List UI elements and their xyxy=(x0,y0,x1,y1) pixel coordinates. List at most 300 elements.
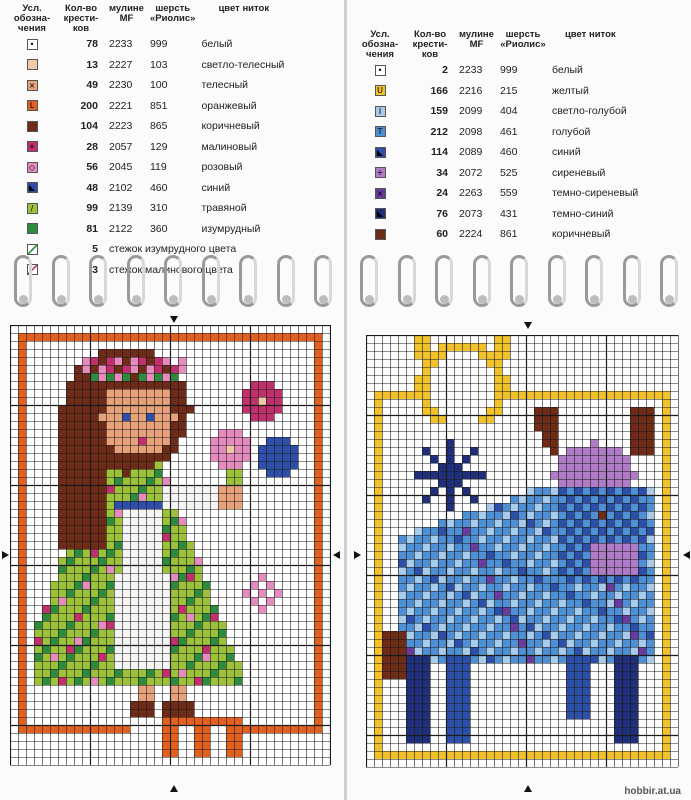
stitch-cell xyxy=(526,511,534,519)
stitch-cell xyxy=(446,455,454,463)
stitch-cell xyxy=(178,581,186,589)
stitch-cell xyxy=(258,453,266,461)
stitch-cell xyxy=(314,421,322,429)
stitch-cell xyxy=(122,437,130,445)
stitch-cell xyxy=(66,565,74,573)
binding-hole xyxy=(628,295,637,304)
stitch-cell xyxy=(98,429,106,437)
stitch-cell xyxy=(374,695,382,703)
stitch-cell xyxy=(630,559,638,567)
stitch-cell xyxy=(122,669,130,677)
wool-number: 851 xyxy=(149,99,168,112)
stitch-cell xyxy=(218,445,226,453)
stitch-cell xyxy=(106,533,114,541)
stitch-cell xyxy=(582,551,590,559)
stitch-cell xyxy=(226,469,234,477)
stitch-cell xyxy=(82,541,90,549)
stitch-cell xyxy=(170,413,178,421)
stitch-cell xyxy=(430,415,438,423)
stitch-cell xyxy=(98,389,106,397)
stitch-cell xyxy=(582,503,590,511)
stitch-cell xyxy=(622,679,630,687)
stitch-cell xyxy=(154,413,162,421)
stitch-cell xyxy=(494,575,502,583)
stitch-cell xyxy=(162,357,170,365)
mouline-number: 2073 xyxy=(459,207,483,220)
stitch-cell xyxy=(446,655,454,663)
stitch-cell xyxy=(154,645,162,653)
stitch-cell xyxy=(438,615,446,623)
stitch-cell xyxy=(210,645,218,653)
stitch-cell xyxy=(486,551,494,559)
color-name: темно-синий xyxy=(551,207,614,220)
stitch-cell xyxy=(226,677,234,685)
stitch-cell xyxy=(430,615,438,623)
stitch-cell xyxy=(178,701,186,709)
color-swatch xyxy=(356,142,404,163)
color-name: синий xyxy=(201,181,231,194)
color-swatch xyxy=(8,116,56,137)
stitch-cell xyxy=(130,445,138,453)
stitch-cell xyxy=(526,575,534,583)
stitch-cell xyxy=(18,581,26,589)
stitch-cell xyxy=(518,751,526,759)
stitch-cell xyxy=(90,725,98,733)
wool-number: 861 xyxy=(499,228,518,241)
backstitch-description: стежок малинового цвета xyxy=(109,263,233,276)
stitch-cell xyxy=(454,679,462,687)
center-marker-left-left xyxy=(2,551,9,559)
color-swatch xyxy=(356,163,404,184)
stitch-cell xyxy=(630,471,638,479)
stitch-cell xyxy=(90,669,98,677)
stitch-cell xyxy=(542,615,550,623)
stitch-cell xyxy=(598,567,606,575)
stitch-cell xyxy=(58,653,66,661)
stitch-cell xyxy=(430,455,438,463)
stitch-cell xyxy=(558,647,566,655)
stitch-cell xyxy=(622,487,630,495)
stitch-cell xyxy=(574,655,582,663)
stitch-cell xyxy=(90,469,98,477)
stitch-cell xyxy=(50,613,58,621)
stitch-cell xyxy=(526,591,534,599)
stitch-cell xyxy=(422,647,430,655)
stitch-cell xyxy=(98,381,106,389)
stitch-cell xyxy=(18,509,26,517)
stitch-cell xyxy=(106,429,114,437)
stitch-cell xyxy=(66,485,74,493)
stitch-cell xyxy=(374,511,382,519)
stitch-cell xyxy=(566,455,574,463)
stitch-cell xyxy=(510,751,518,759)
swatch-icon: L xyxy=(27,100,38,111)
stitch-cell xyxy=(98,453,106,461)
stitch-cell xyxy=(106,517,114,525)
stitch-cell xyxy=(582,655,590,663)
stitch-cell xyxy=(454,735,462,743)
stitch-cell xyxy=(470,751,478,759)
stitch-cell xyxy=(638,503,646,511)
stitch-cell xyxy=(494,383,502,391)
stitch-cell xyxy=(574,631,582,639)
stitch-cell xyxy=(58,509,66,517)
stitch-cell xyxy=(510,599,518,607)
stitch-cell xyxy=(130,581,138,589)
stitch-cell xyxy=(74,421,82,429)
color-name: белый xyxy=(551,64,583,77)
stitch-cell xyxy=(130,661,138,669)
stitch-cell xyxy=(558,591,566,599)
stitch-cell xyxy=(138,397,146,405)
stitch-cell xyxy=(210,621,218,629)
stitch-cell xyxy=(34,645,42,653)
stitch-cell xyxy=(542,623,550,631)
stitch-cell xyxy=(566,575,574,583)
swatch-icon: / xyxy=(27,203,38,214)
color-name: голубой xyxy=(551,125,591,138)
stitch-cell xyxy=(662,527,670,535)
stitch-cell xyxy=(178,677,186,685)
stitch-cell xyxy=(98,517,106,525)
stitch-cell xyxy=(542,647,550,655)
stitch-cell xyxy=(74,653,82,661)
stitch-cell xyxy=(178,661,186,669)
stitch-cell xyxy=(242,445,250,453)
stitch-cell xyxy=(154,677,162,685)
stitch-cell xyxy=(502,631,510,639)
stitch-cell xyxy=(170,397,178,405)
stitch-cell xyxy=(414,655,422,663)
stitch-cell xyxy=(122,725,130,733)
header-wool: шерсть «Риолис» xyxy=(500,29,546,50)
stitch-count: 28 xyxy=(86,140,98,153)
stitch-count: 5 xyxy=(92,243,98,256)
stitch-cell xyxy=(170,701,178,709)
stitch-cell xyxy=(106,677,114,685)
stitch-cell xyxy=(374,407,382,415)
color-swatch xyxy=(8,178,56,199)
stitch-cell xyxy=(50,669,58,677)
stitch-cell xyxy=(486,415,494,423)
stitch-cell xyxy=(226,725,234,733)
stitch-cell xyxy=(662,663,670,671)
stitch-cell xyxy=(98,621,106,629)
stitch-cell xyxy=(550,511,558,519)
wool-number: 461 xyxy=(499,125,518,138)
stitch-cell xyxy=(114,501,122,509)
stitch-cell xyxy=(146,437,154,445)
backstitch-description: стежок изумрудного цвета xyxy=(109,243,237,256)
stitch-cell xyxy=(494,351,502,359)
stitch-cell xyxy=(646,583,654,591)
stitch-cell xyxy=(114,373,122,381)
stitch-cell xyxy=(98,565,106,573)
stitch-cell xyxy=(106,725,114,733)
stitch-cell xyxy=(590,543,598,551)
stitch-cell xyxy=(422,527,430,535)
stitch-cell xyxy=(638,391,646,399)
stitch-cell xyxy=(486,527,494,535)
stitch-cell xyxy=(622,567,630,575)
stitch-cell xyxy=(662,727,670,735)
stitch-cell xyxy=(114,381,122,389)
stitch-cell xyxy=(178,685,186,693)
stitch-cell xyxy=(534,583,542,591)
stitch-cell xyxy=(422,687,430,695)
stitch-cell xyxy=(98,637,106,645)
stitch-cell xyxy=(486,575,494,583)
stitch-cell xyxy=(130,669,138,677)
stitch-cell xyxy=(218,621,226,629)
stitch-cell xyxy=(510,607,518,615)
stitch-cell xyxy=(122,541,130,549)
stitch-cell xyxy=(502,391,510,399)
stitch-cell xyxy=(314,549,322,557)
stitch-cell xyxy=(406,583,414,591)
stitch-cell xyxy=(462,639,470,647)
stitch-cell xyxy=(98,533,106,541)
stitch-cell xyxy=(438,551,446,559)
binding-hole xyxy=(478,295,487,304)
stitch-cell xyxy=(398,591,406,599)
stitch-cell xyxy=(162,733,170,741)
stitch-cell xyxy=(614,607,622,615)
stitch-cell xyxy=(314,405,322,413)
stitch-cell xyxy=(630,615,638,623)
stitch-cell xyxy=(470,639,478,647)
stitch-cell xyxy=(82,677,90,685)
swatch-icon: × xyxy=(27,80,38,91)
stitch-cell xyxy=(130,589,138,597)
stitch-cell xyxy=(186,613,194,621)
stitch-cell xyxy=(494,391,502,399)
stitch-cell xyxy=(486,591,494,599)
stitch-cell xyxy=(218,637,226,645)
stitch-cell xyxy=(250,597,258,605)
stitch-cell xyxy=(274,333,282,341)
stitch-cell xyxy=(18,661,26,669)
stitch-cell xyxy=(646,607,654,615)
wool-number: 460 xyxy=(149,181,168,194)
stitch-cell xyxy=(598,647,606,655)
stitch-cell xyxy=(374,607,382,615)
stitch-cell xyxy=(106,525,114,533)
stitch-cell xyxy=(606,567,614,575)
binding-hole xyxy=(365,295,374,304)
header-color-name: цвет ниток xyxy=(564,29,616,40)
stitch-cell xyxy=(274,461,282,469)
stitch-cell xyxy=(130,429,138,437)
stitch-cell xyxy=(478,535,486,543)
stitch-cell xyxy=(154,389,162,397)
stitch-cell xyxy=(130,565,138,573)
stitch-cell xyxy=(454,471,462,479)
stitch-cell xyxy=(614,543,622,551)
stitch-cell xyxy=(178,573,186,581)
stitch-cell xyxy=(314,589,322,597)
stitch-cell xyxy=(138,661,146,669)
stitch-cell xyxy=(622,575,630,583)
stitch-cell xyxy=(266,405,274,413)
stitch-cell xyxy=(630,679,638,687)
stitch-cell xyxy=(162,421,170,429)
stitch-cell xyxy=(114,573,122,581)
stitch-cell xyxy=(178,525,186,533)
stitch-cell xyxy=(154,525,162,533)
stitch-cell xyxy=(274,437,282,445)
stitch-cell xyxy=(614,727,622,735)
stitch-cell xyxy=(398,671,406,679)
stitch-cell xyxy=(662,623,670,631)
stitch-cell xyxy=(114,405,122,413)
stitch-cell xyxy=(374,679,382,687)
stitch-cell xyxy=(446,463,454,471)
stitch-cell xyxy=(66,629,74,637)
stitch-cell xyxy=(406,631,414,639)
stitch-cell xyxy=(590,487,598,495)
stitch-cell xyxy=(170,405,178,413)
stitch-cell xyxy=(374,495,382,503)
stitch-cell xyxy=(446,439,454,447)
stitch-cell xyxy=(470,567,478,575)
stitch-cell xyxy=(654,391,662,399)
stitch-cell xyxy=(606,543,614,551)
stitch-cell xyxy=(646,407,654,415)
stitch-cell xyxy=(82,581,90,589)
stitch-cell xyxy=(382,631,390,639)
stitch-cell xyxy=(550,391,558,399)
stitch-cell xyxy=(630,727,638,735)
stitch-cell xyxy=(186,485,194,493)
stitch-cell xyxy=(162,405,170,413)
stitch-cell xyxy=(598,655,606,663)
stitch-cell xyxy=(374,599,382,607)
stitch-cell xyxy=(66,645,74,653)
stitch-cell xyxy=(534,567,542,575)
color-name: светло-телесный xyxy=(201,58,285,71)
stitch-cell xyxy=(590,495,598,503)
stitch-cell xyxy=(582,591,590,599)
stitch-cell xyxy=(226,453,234,461)
stitch-cell xyxy=(606,615,614,623)
stitch-cell xyxy=(518,607,526,615)
stitch-cell xyxy=(558,503,566,511)
stitch-cell xyxy=(558,551,566,559)
backstitch-icon xyxy=(27,244,38,255)
stitch-cell xyxy=(74,581,82,589)
stitch-cell xyxy=(502,383,510,391)
stitch-cell xyxy=(430,655,438,663)
stitch-cell xyxy=(646,391,654,399)
stitch-cell xyxy=(374,615,382,623)
stitch-cell xyxy=(494,647,502,655)
stitch-cell xyxy=(534,607,542,615)
stitch-cell xyxy=(534,639,542,647)
stitch-cell xyxy=(106,509,114,517)
stitch-cell xyxy=(478,511,486,519)
stitch-cell xyxy=(74,629,82,637)
stitch-cell xyxy=(250,725,258,733)
stitch-cell xyxy=(598,487,606,495)
stitch-cell xyxy=(374,455,382,463)
header-mouline: мулине MF xyxy=(459,29,494,50)
stitch-cell xyxy=(462,583,470,591)
stitch-cell xyxy=(50,629,58,637)
stitch-cell xyxy=(542,503,550,511)
stitch-cell xyxy=(518,575,526,583)
stitch-cell xyxy=(502,519,510,527)
wool-number: 215 xyxy=(499,84,518,97)
stitch-cell xyxy=(662,407,670,415)
stitch-cell xyxy=(542,495,550,503)
stitch-cell xyxy=(146,701,154,709)
stitch-cell xyxy=(98,421,106,429)
stitch-cell xyxy=(146,389,154,397)
stitch-cell xyxy=(630,543,638,551)
color-swatch xyxy=(356,60,404,81)
color-swatch xyxy=(8,137,56,158)
stitch-cell xyxy=(462,727,470,735)
stitch-cell xyxy=(526,503,534,511)
stitch-cell xyxy=(74,445,82,453)
stitch-cell xyxy=(574,679,582,687)
stitch-cell xyxy=(590,591,598,599)
stitch-cell xyxy=(82,485,90,493)
stitch-cell xyxy=(170,509,178,517)
stitch-cell xyxy=(646,431,654,439)
stitch-cell xyxy=(374,687,382,695)
stitch-cell xyxy=(630,503,638,511)
stitch-cell xyxy=(98,653,106,661)
stitch-cell xyxy=(178,429,186,437)
stitch-cell xyxy=(146,349,154,357)
stitch-count: 81 xyxy=(86,222,98,235)
stitch-cell xyxy=(622,727,630,735)
stitch-cell xyxy=(638,415,646,423)
stitch-cell xyxy=(478,351,486,359)
stitch-cell xyxy=(186,717,194,725)
stitch-cell xyxy=(34,629,42,637)
stitch-cell xyxy=(582,639,590,647)
stitch-cell xyxy=(582,511,590,519)
stitch-cell xyxy=(566,695,574,703)
stitch-cell xyxy=(138,429,146,437)
stitch-cell xyxy=(314,701,322,709)
stitch-cell xyxy=(170,685,178,693)
stitch-cell xyxy=(314,437,322,445)
stitch-cell xyxy=(106,597,114,605)
stitch-cell xyxy=(314,541,322,549)
stitch-cell xyxy=(614,559,622,567)
stitch-cell xyxy=(454,591,462,599)
stitch-cell xyxy=(454,463,462,471)
stitch-cell xyxy=(438,575,446,583)
stitch-cell xyxy=(582,623,590,631)
stitch-cell xyxy=(550,615,558,623)
stitch-cell xyxy=(170,421,178,429)
swatch-icon: • xyxy=(375,65,386,76)
stitch-cell xyxy=(226,645,234,653)
stitch-cell xyxy=(66,637,74,645)
stitch-cell xyxy=(210,493,218,501)
stitch-cell xyxy=(218,653,226,661)
stitch-cell xyxy=(250,581,258,589)
stitch-cell xyxy=(638,511,646,519)
stitch-cell xyxy=(550,543,558,551)
stitch-cell xyxy=(114,485,122,493)
stitch-cell xyxy=(146,477,154,485)
